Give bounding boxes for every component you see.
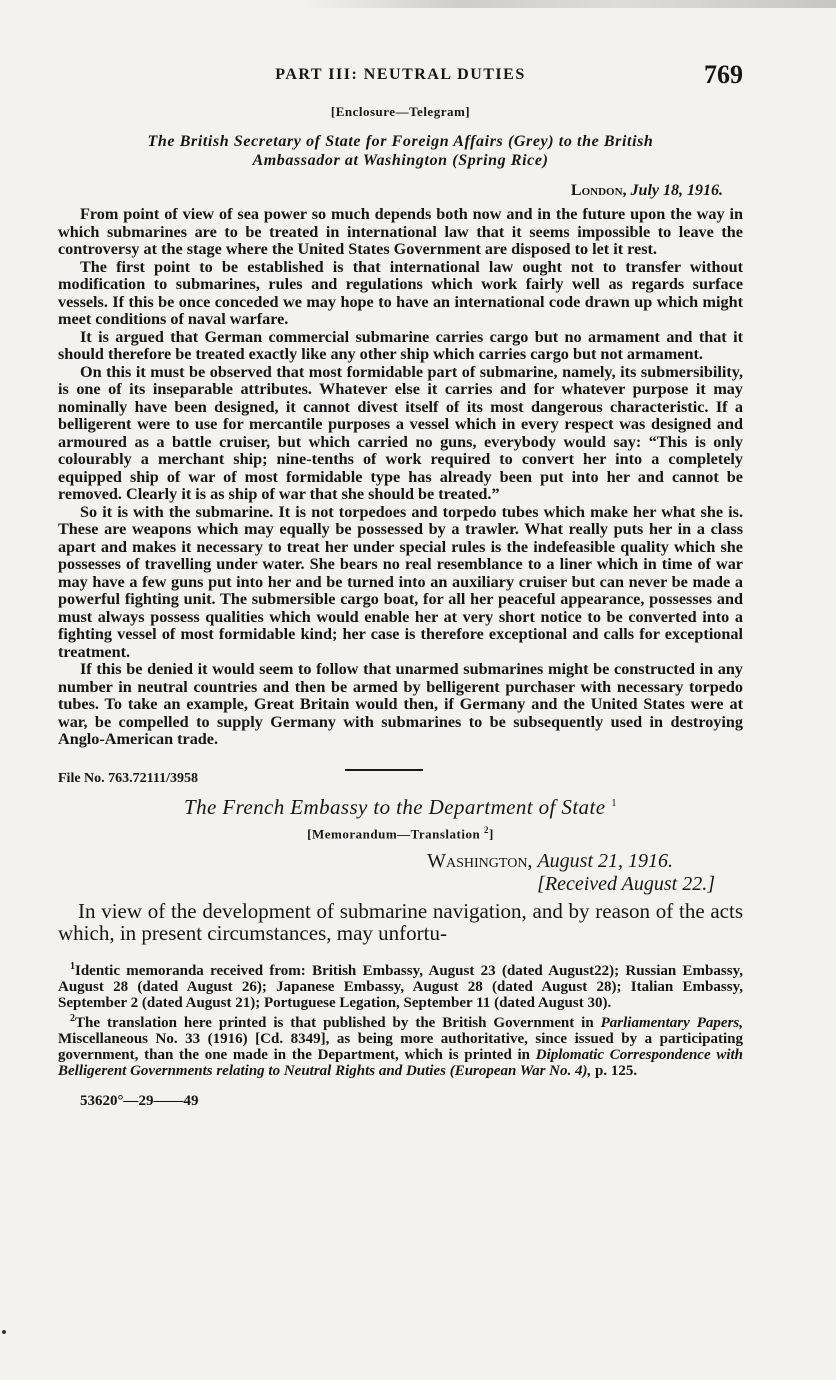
paragraph: In view of the development of submarine navigation, and by reason of the acts which, in present circumstances, may unfortu- [58,898,743,945]
section-divider [345,769,423,771]
document-heading-1 [58,132,743,170]
paragraph: It is argued that German commercial submarine carries cargo but no armament and that it should therefore be treated exactly like any other ship which carries cargo but not armament. [58,327,743,363]
memo-label-text: [Memorandum—Translation [307,825,481,841]
memo-label [58,825,743,842]
enclosure-label: [Enclosure—Telegram] [330,104,471,119]
heading-line-2: Ambassador at Washington (Spring Rice) [252,152,549,169]
paragraph: The first point to be established is that international law ought not to transfer without modification to submarines, rules and regulations which work fairly well as regards surface vessels. If this be once conceded we may hope to have an international code drawn up which might meet conditions of naval warfare. [58,257,743,328]
paragraph: On this it must be observed that most formidable part of submarine, namely, its submersibility, is one of its inseparable attributes. Whatever else it carries and for whatever purpose it may nominally have been designed, it cannot divest itself of its most dangerous characteristic. If a belligerent were to use for mercantile purposes a vessel which in every respect was designed and armoured as a battle cruiser, but which carried no guns, everybody would say: “This is only colourably a merchant ship; nine-tenths of work required to convert her into a completely equipped ship of war of most formidable type has already been put into her and cannot be removed. Clearly it is as ship of war that she should be treated.” [58,362,743,503]
footnote-text: p. 125. [595,1062,638,1079]
dateline-place: Washington, [427,849,533,872]
dateline-date: July 18, 1916. [630,182,723,199]
footnote-text: Identic memoranda received from: British Embassy, August 23 (dated August22); Russian Embassy, August 28 (dated August 26); Japanese Embassy, August 28 (dated August 28); Italian Embassy, September 2 (dated August 21); Portuguese Legation, September 11 (dated August 30). [58,962,743,1011]
paragraph: So it is with the submarine. It is not torpedoes and torpedo tubes which make her what she is. These are weapons which may equally be possessed by a trawler. What really puts her in a class apart and makes it necessary to treat her under special rules is the indefeasible quality which she possesses of travelling under water. She bears no real resemblance to a liner which in time of war may have a few guns put into her and be turned into an auxiliary cruiser but can never be made a powerful fighting unit. The submersible cargo boat, for all her peaceful appearance, possesses and must always possess qualities which would enable her at very short notice to be converted into a fighting vessel of most formidable kind; her case is therefore exceptional and calls for exceptional treatment. [58,502,743,661]
memo-label-close: ] [488,825,494,841]
footnote-mark: 2 [70,1012,75,1024]
document-heading-2 [58,795,743,820]
footnote-italic: Diplomatic Correspondence with Belligerent Governments relating to Neutral Rights and Duties (European War No. 4), [58,1046,744,1079]
file-number: File No. 763.72111/3958 [58,770,198,786]
footnote-2 [58,1011,743,1079]
page-number: 769 [704,60,743,89]
footnote-ref: 2 [483,824,489,835]
received-date: [Received August 22.] [537,872,715,895]
running-head [58,60,743,96]
dateline-date: August 21, 1916. [537,849,673,872]
running-title: PART III: NEUTRAL DUTIES [275,66,526,83]
footnote-mark: 1 [70,960,75,972]
footnote-text: The translation here printed is that published by the British Government in [75,1014,594,1031]
scan-edge-noise [300,0,836,8]
footnote-ref: 1 [611,796,617,809]
heading-text: The French Embassy to the Department of State [184,794,606,819]
footnote-italic: Parliamentary Papers, [600,1014,743,1031]
footnotes [58,959,743,1079]
telegram-body [58,206,743,749]
memorandum-body [58,900,743,944]
dateline-place: London, [570,182,627,199]
document-page [58,60,743,1110]
file-line [58,769,743,793]
print-code: 53620°—29——49 [80,1092,199,1109]
dateline-2 [58,850,743,873]
dateline-1 [58,182,743,200]
footnote-1 [58,959,743,1011]
heading-line-1: The British Secretary of State for Foreign Affairs (Grey) to the British [147,133,654,150]
paragraph: If this be denied it would seem to follow that unarmed submarines might be constructed in any number in neutral countries and then be armed by belligerent purchaser with necessary torpedo tubes. To take an example, Great Britain would then, if Germany and the United States were at war, be compelled to supply Germany with submarines to be subsequently used in destroying Anglo-American trade. [58,660,743,748]
scan-speck [2,1330,6,1334]
paragraph: From point of view of sea power so much depends both now and in the future upon the way in which submarines are to be treated in international law that it seems impossible to leave the controversy at the stage where the United States Government are disposed to let it rest. [58,205,743,258]
footnote-text: Miscellaneous No. 33 (1916) [Cd. 8349], as being more authoritative, since issued by a participating government, than the one made in the Department, which is printed in [58,1030,743,1063]
